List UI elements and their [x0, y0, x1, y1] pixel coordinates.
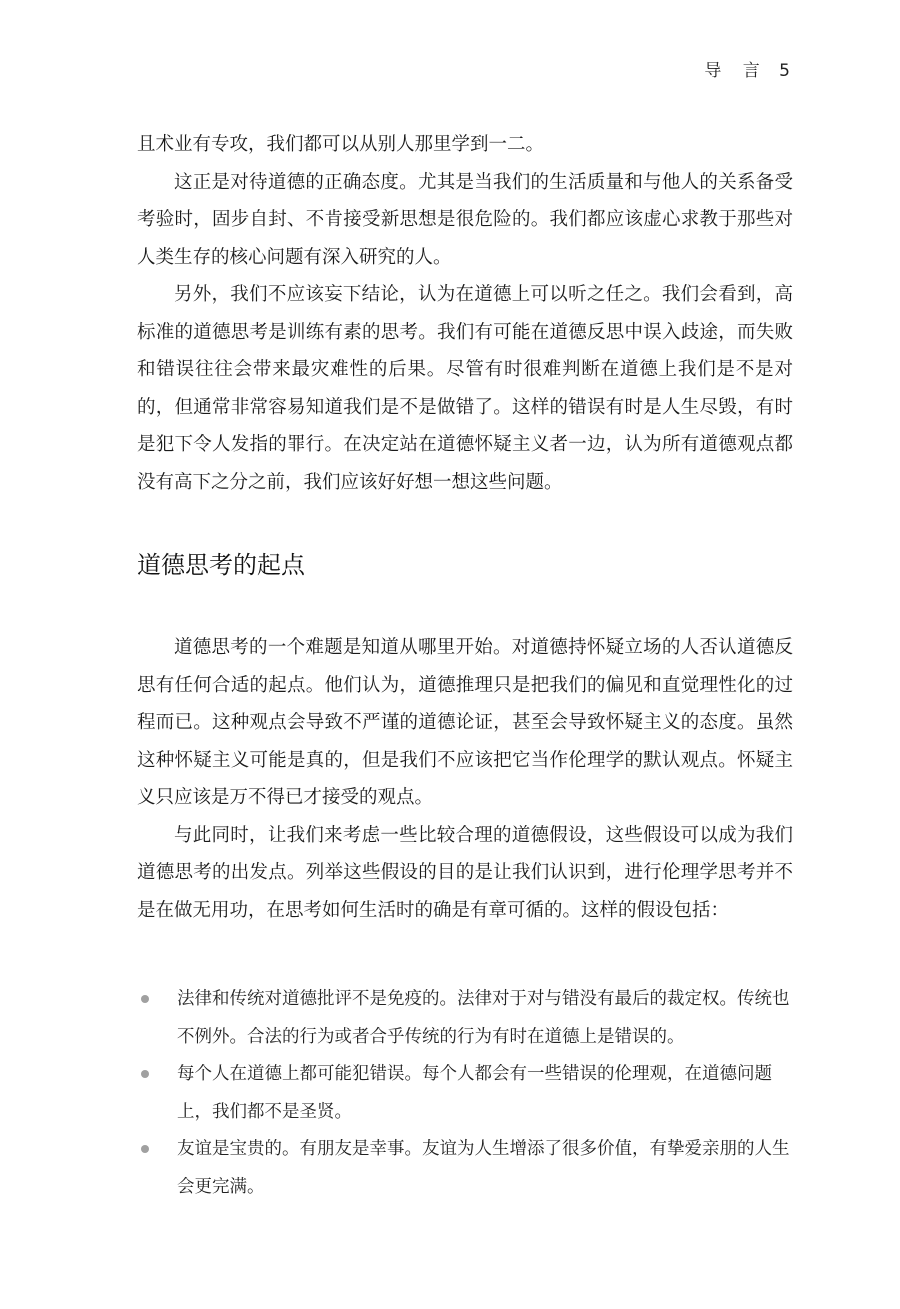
paragraph-continued: 且术业有专攻，我们都可以从别人那里学到一二。: [137, 134, 545, 155]
assumption-list: [137, 981, 793, 1206]
paragraph: 道德思考的一个难题是知道从哪里开始。对道德持怀疑立场的人否认道德反思有任何合适的起点。他们认为，道德推理只是把我们的偏见和直觉理性化的过程而已。这种观点会导致不严谨的道德论证，甚至会导致怀疑主义的态度。虽然这种怀疑主义可能是真的，但是我们不应该把它当作伦理学的默认观点。怀疑主义只应该是万不得已才接受的观点。: [137, 637, 793, 808]
list-item-text: 友谊是宝贵的。有朋友是幸事。友谊为人生增添了很多价值，有挚爱亲朋的人生会更完满。: [177, 1139, 790, 1197]
section-heading: 道德思考的起点: [137, 551, 305, 579]
running-head-title: 导 言: [704, 61, 768, 81]
paragraph: 这正是对待道德的正确态度。尤其是当我们的生活质量和与他人的关系备受考验时，固步自封、不肯接受新思想是很危险的。我们都应该虚心求教于那些对人类生存的核心问题有深入研究的人。: [137, 171, 793, 268]
paragraph: 另外，我们不应该妄下结论，认为在道德上可以听之任之。我们会看到，高标准的道德思考是训练有素的思考。我们有可能在道德反思中误入歧途，而失败和错误往往会带来最灾难性的后果。尽管有时很难判断在道德上我们是不是对的，但通常非常容易知道我们是不是做错了。这样的错误有时是人生尽毁，有时是犯下令人发指的罪行。在决定站在道德怀疑主义者一边，认为所有道德观点都没有高下之分之前，我们应该好好想一想这些问题。: [137, 284, 793, 493]
page-body: [137, 126, 793, 1206]
paragraph: 与此同时，让我们来考虑一些比较合理的道德假设，这些假设可以成为我们道德思考的出发点。列举这些假设的目的是让我们认识到，进行伦理学思考并不是在做无用功，在思考如何生活时的确是有章可循的。这样的假设包括：: [137, 824, 793, 921]
list-item: [177, 1131, 793, 1206]
bullet-icon: [141, 1145, 149, 1153]
list-item: [177, 1056, 793, 1131]
list-item: [177, 981, 793, 1056]
list-item-text: 法律和传统对道德批评不是免疫的。法律对于对与错没有最后的裁定权。传统也不例外。合法的行为或者合乎传统的行为有时在道德上是错误的。: [177, 989, 790, 1047]
bullet-icon: [141, 995, 149, 1003]
page-number: 5: [779, 61, 792, 81]
bullet-icon: [141, 1070, 149, 1078]
list-item-text: 每个人在道德上都可能犯错误。每个人都会有一些错误的伦理观，在道德问题上，我们都不是圣贤。: [177, 1064, 772, 1122]
running-head: [704, 56, 792, 81]
